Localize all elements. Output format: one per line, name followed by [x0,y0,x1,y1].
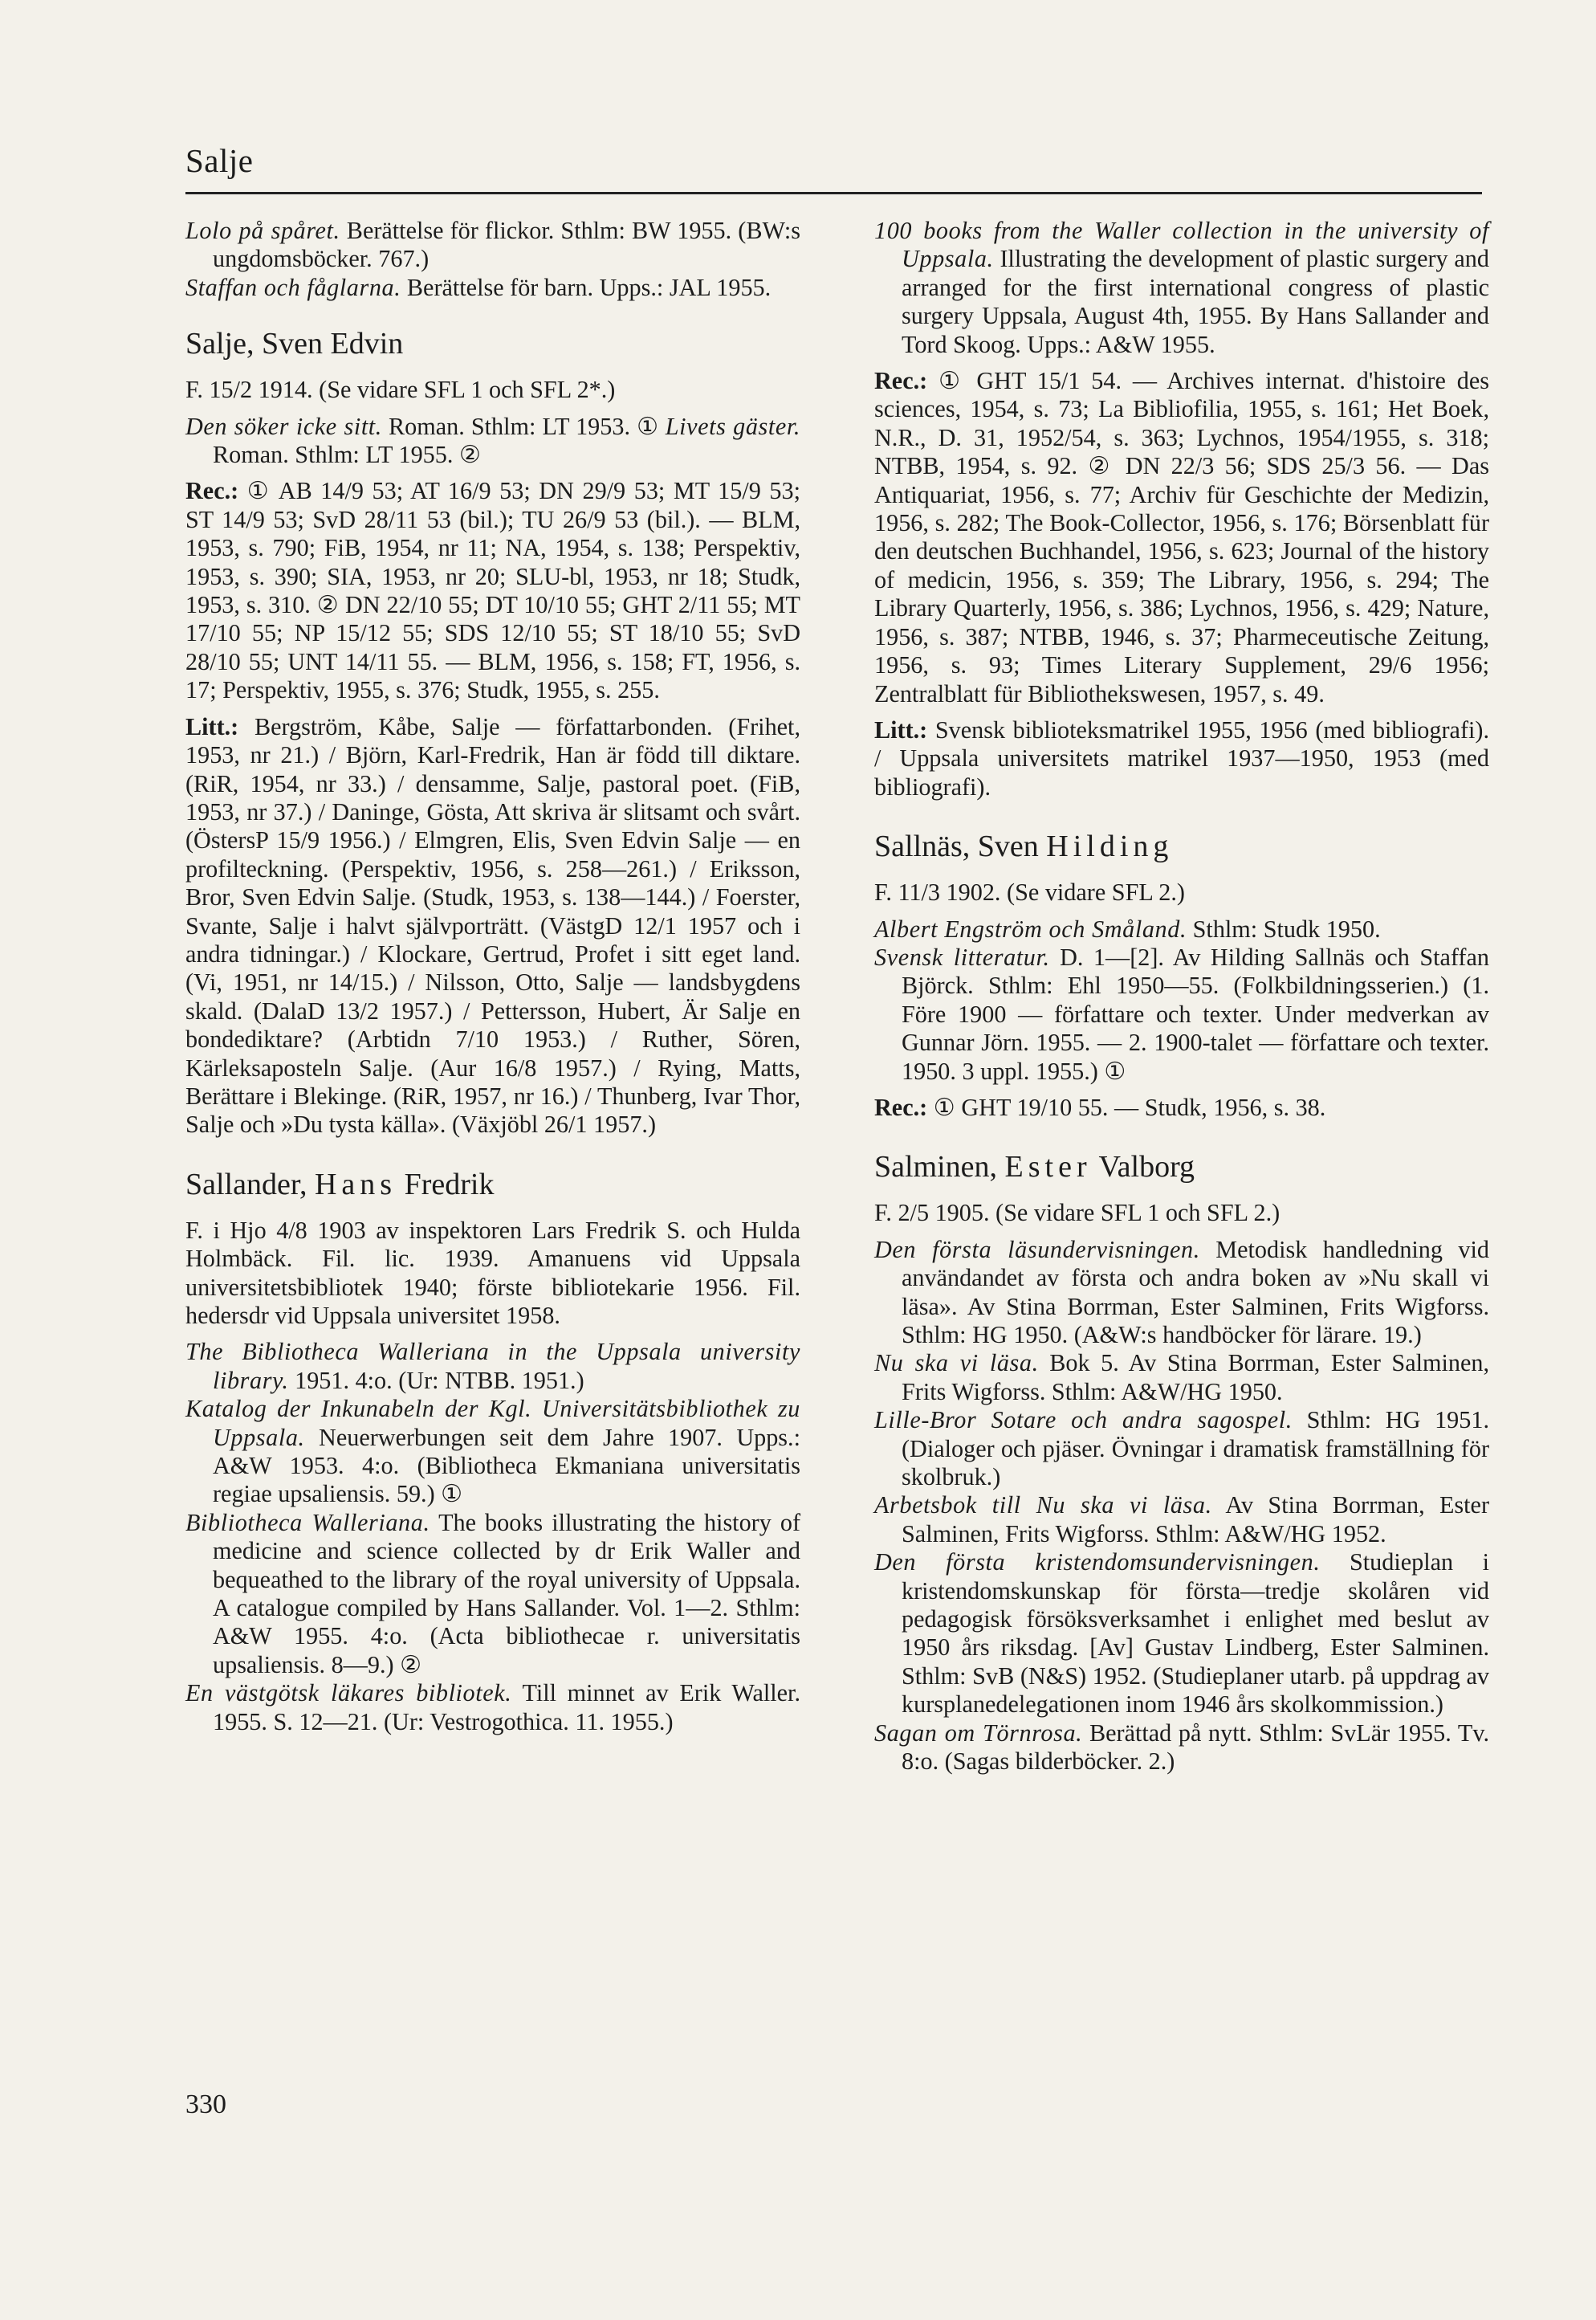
reviews-paragraph [185,477,800,704]
work-entry [874,217,1489,359]
work-title: Den söker icke sitt. [185,412,382,440]
work-entry [874,944,1489,1086]
work-title: En västgötsk läkares bibliotek. [185,1679,512,1707]
reviews-paragraph [874,367,1489,708]
work-entry [874,1491,1489,1548]
work-title: Lille-Bror Sotare och andra sagospel. [874,1406,1293,1434]
work-details: Sthlm: HG 1951. (Dialoger och pjäser. Övningar i dramatisk framställning för skolbruk.) [902,1406,1489,1491]
rec-text: ① AB 14/9 53; AT 16/9 53; DN 29/9 53; MT 15/9 53; ST 14/9 53; SvD 28/11 53 (bil.); TU 26/9 53 (bil.). — BLM, 1953, s. 790; FiB, 1954, nr 11; NA, 1954, s. 138; Perspektiv, 1953, s. 390; SIA, 1953, nr 20; SLU-bl, 1953, nr 18; Studk, 1953, s. 310. ② DN 22/10 55; DT 10/10 55; GHT 2/11 55; MT 17/10 55; NP 15/12 55; SDS 12/10 55; ST 18/10 55; SvD 28/10 55; UNT 14/11 55. — BLM, 1956, s. 158; FT, 1956, s. 17; Perspektiv, 1955, s. 376; Studk, 1955, s. 255. [185,477,800,704]
work-entry [185,274,800,302]
work-title: 100 books from the Waller collection in the university of Uppsala. [874,217,1489,273]
rec-text: ① GHT 15/1 54. — Archives internat. d'histoire des sciences, 1954, s. 73; La Bibliofilia, 1955, s. 161; Het Boek, N.R., D. 31, 1952/54, s. 363; Lychnos, 1954/1955, s. 318; NTBB, 1954, s. 92. ② DN 22/3 56; SDS 25/3 56. — Das Antiquariat, 1956, s. 77; Archiv für Geschichte der Medizin, 1956, s. 282; The Book-Collector, 1956, s. 176; Börsenblatt für den deutschen Buchhandel, 1956, s. 623; Journal of the history of medicin, 1956, s. 359; The Library, 1956, s. 294; The Library Quarterly, 1956, s. 386; Lychnos, 1956, s. 429; Nature, 1956, s. 387; NTBB, 1946, s. 37; Pharmeceutische Zeitung, 1956, s. 93; Times Literary Supplement, 29/6 1956; Zentralblatt für Bibliothekswesen, 1957, s. 49. [874,367,1489,707]
work-details: Metodisk handledning vid användandet av första och andra boken av »Nu skall vi läsa». Av Stina Borrman, Ester Salminen, Frits Wigforss. Sthlm: HG 1950. (A&W:s handböcker för lärare. 19.) [902,1235,1489,1348]
work-title: Nu ska vi läsa. [874,1349,1039,1377]
litt-text: Bergström, Kåbe, Salje — författarbonden. (Frihet, 1953, nr 21.) / Björn, Karl-Fredrik, Han är född till diktare. (RiR, 1954, nr 33.) / densamme, Salje, pastoral poet. (FiB, 1953, nr 37.) / Daninge, Gösta, Att skriva är slitsamt och svårt. (ÖstersP 15/9 1956.) / Elmgren, Elis, Sven Edvin Salje — en profilteckning. (Perspektiv, 1956, s. 258—261.) / Eriksson, Bror, Sven Edvin Salje. (Studk, 1953, s. 138—144.) / Foerster, Svante, Salje i halvt självporträtt. (VästgD 12/1 1957 och i andra tidningar.) / Klockare, Gertrud, Profet i sitt eget land. (Vi, 1951, nr 14/15.) / Nilsson, Otto, Salje — landsbygdens skald. (DalaD 13/2 1957.) / Pettersson, Hubert, Är Salje en bondediktare? (Arbtidn 7/10 1953.) / Ruther, Sören, Kärleksaposteln Salje. (Aur 16/8 1957.) / Rying, Matts, Berättare i Blekinge. (RiR, 1957, nr 16.) / Thunberg, Ivar Thor, Salje och »Du tysta källa». (Växjöbl 26/1 1957.) [185,712,800,1139]
work-entry [185,1338,800,1395]
running-head: Salje [185,142,254,179]
work-details: Neuerwerbungen seit dem Jahre 1907. Upps.: A&W 1953. 4:o. (Bibliotheca Ekmaniana universitatis regiae upsaliensis. 59.) ① [213,1423,800,1508]
page-number: 330 [185,2090,226,2119]
author-heading-sallander: Sallander, Hans Fredrik [185,1167,495,1201]
work-details: Studieplan i kristendomskunskap för första—tredje skolåren vid pedagogisk försöksverksamhet i enlighet med beslut av 1950 års riksdag. [Av] Gustav Lindberg, Ester Salminen. Sthlm: SvB (N&S) 1952. (Studieplaner utarb. på uppdrag av kursplanedelegationen inom 1946 års skolkommission.) [902,1548,1489,1719]
author-bio: F. i Hjo 4/8 1903 av inspektoren Lars Fredrik S. och Hulda Holmbäck. Fil. lic. 1939. Amanuens vid Uppsala universitetsbibliotek 1940; förste bibliotekarie 1956. Fil. hedersdr vid Uppsala universitet 1958. [185,1216,800,1329]
litt-label: Litt.: [185,712,239,740]
work-entry [185,217,800,274]
rec-label: Rec.: [874,1093,928,1121]
work-details: Av Stina Borrman, Ester Salminen, Frits Wigforss. Sthlm: A&W/HG 1952. [902,1491,1490,1547]
work-title: Bibliotheca Walleriana. [185,1508,430,1536]
author-birth: F. 11/3 1902. (Se vidare SFL 2.) [874,879,1185,907]
work-entry [874,1236,1489,1350]
left-column [185,217,800,1736]
work-details: Berättad på nytt. Sthlm: SvLär 1955. Tv. 8:o. (Sagas bilderböcker. 2.) [902,1719,1490,1776]
rec-label: Rec.: [874,367,928,395]
author-heading-salje: Salje, Sven Edvin [185,327,404,361]
work-entry [874,1719,1489,1776]
work-title: Arbetsbok till Nu ska vi läsa. [874,1491,1212,1519]
work-title: Livets gäster. [665,412,801,440]
rec-text: ① GHT 19/10 55. — Studk, 1956, s. 38. [927,1093,1326,1121]
work-entry [874,915,1489,944]
author-birth: F. 15/2 1914. (Se vidare SFL 1 och SFL 2*.) [185,376,616,404]
work-details: Berättelse för flickor. Sthlm: BW 1955. (BW:s ungdomsböcker. 767.) [213,217,800,273]
work-entry [185,1395,800,1509]
work-details: 1951. 4:o. (Ur: NTBB. 1951.) [288,1366,584,1394]
work-entry [185,1679,800,1736]
work-title: Katalog der Inkunabeln der Kgl. Universitätsbibliothek zu Uppsala. [185,1395,800,1451]
work-details: Bok 5. Av Stina Borrman, Ester Salminen, Frits Wigforss. Sthlm: A&W/HG 1950. [902,1349,1489,1405]
work-title: Den första läsundervisningen. [874,1235,1200,1263]
work-details: The books illustrating the history of medicine and science collected by dr Erik Waller and bequeathed to the library of the royal university of Uppsala. A catalogue compiled by Hans Sallander. Vol. 1—2. Sthlm: A&W 1955. 4:o. (Acta bibliothecae r. universitatis upsaliensis. 8—9.) ② [213,1508,800,1678]
reviews-paragraph [874,1094,1489,1122]
work-details: Sthlm: Studk 1950. [1187,915,1381,943]
rec-label: Rec.: [185,477,239,505]
author-birth: F. 2/5 1905. (Se vidare SFL 1 och SFL 2.) [874,1199,1280,1227]
work-entry [874,1548,1489,1719]
literature-paragraph [185,713,800,1140]
author-heading-sallnas: Sallnäs, Sven Hilding [874,830,1174,864]
work-title: Sagan om Törnrosa. [874,1719,1083,1747]
header-rule [185,192,1482,194]
work-details: Roman. Sthlm: LT 1955. ② [213,441,482,469]
work-title: Albert Engström och Småland. [874,915,1187,943]
work-entry [874,1406,1489,1491]
work-details: D. 1—[2]. Av Hilding Sallnäs och Staffan Björck. Sthlm: Ehl 1950—55. (Folkbildningsserien.) (1. Före 1900 — författare och texter. Under medverkan av Gunnar Jörn. 1955. — 2. 1900-talet — författare och texter. 1950. 3 uppl. 1955.) ① [902,943,1489,1085]
literature-paragraph [874,716,1489,801]
work-title: Den första kristendomsundervisningen. [874,1548,1321,1576]
work-details: Roman. Sthlm: LT 1953. ① [381,412,666,440]
work-entry [185,413,800,470]
work-title: Svensk litteratur. [874,943,1050,971]
author-heading-salminen: Salminen, Ester Valborg [874,1150,1195,1184]
litt-text: Svensk biblioteksmatrikel 1955, 1956 (med bibliografi). / Uppsala universitets matrikel 1937—1950, 1953 (med bibliografi). [874,716,1489,801]
work-title: Lolo på spåret. [185,217,340,244]
work-details: Illustrating the development of plastic surgery and arranged for the first international congress of plastic surgery Uppsala, August 4th, 1955. By Hans Sallander and Tord Skoog. Upps.: A&W 1955. [902,245,1489,358]
work-entry [874,1349,1489,1406]
work-details: Berättelse för barn. Upps.: JAL 1955. [401,273,772,301]
work-title: The Bibliotheca Walleriana in the Uppsala university library. [185,1338,800,1394]
work-details: Till minnet av Erik Waller. 1955. S. 12—21. (Ur: Vestrogothica. 11. 1955.) [213,1679,800,1735]
work-entry [185,1509,800,1679]
work-title: Staffan och fåglarna. [185,273,401,301]
right-column [874,217,1489,1776]
litt-label: Litt.: [874,716,928,744]
